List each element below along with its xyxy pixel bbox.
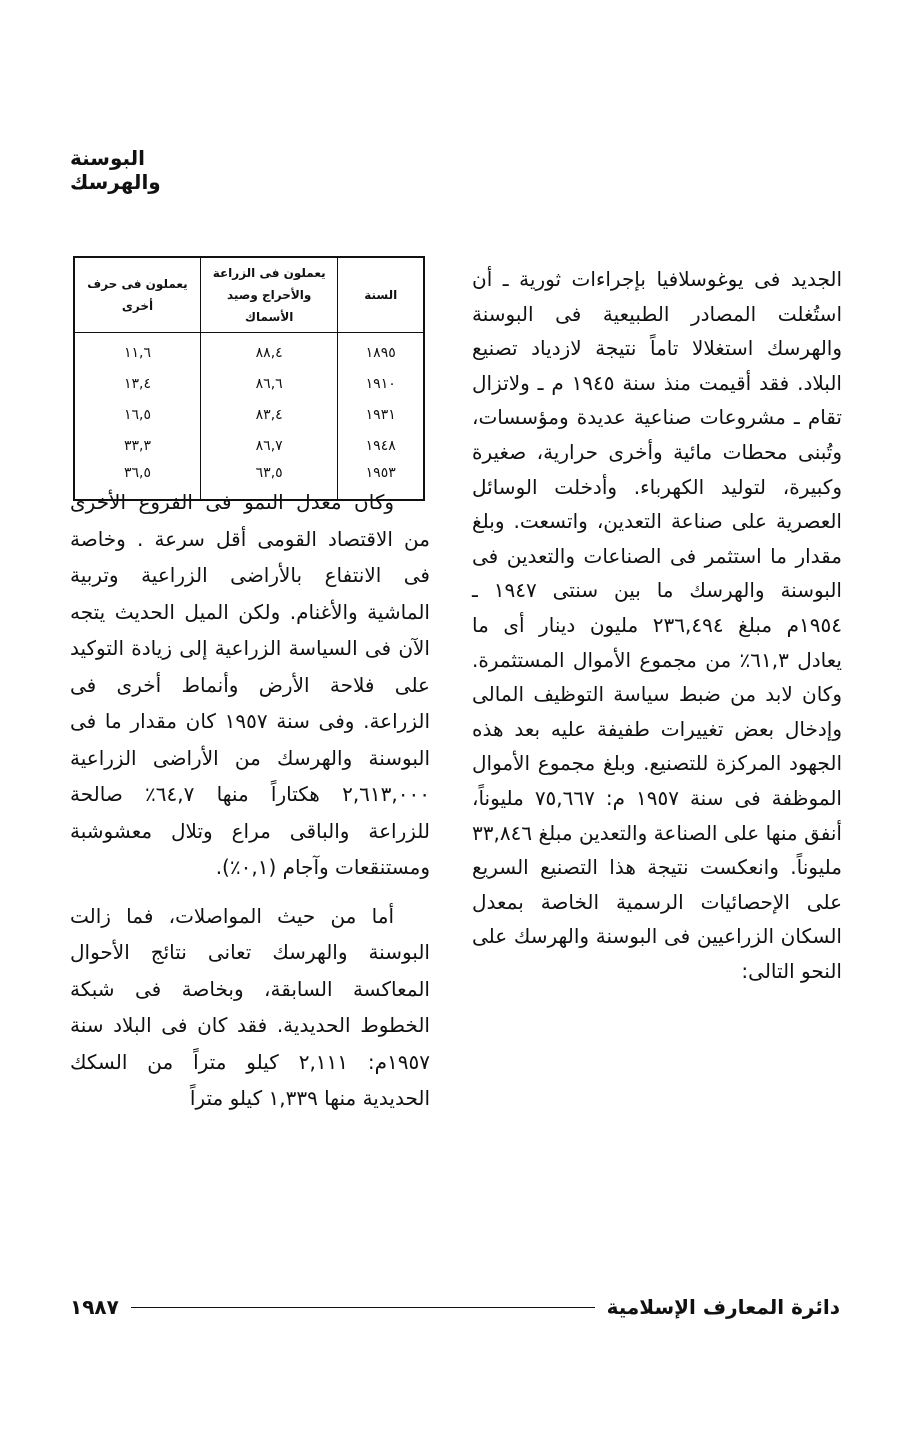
cell-other: ١٣,٤	[74, 368, 200, 399]
running-head: البوسنة والهرسك	[70, 146, 161, 194]
cell-year: ١٩٣١	[338, 399, 424, 430]
cell-year: ١٩٤٨	[338, 430, 424, 461]
paragraph-transport: أما من حيث المواصلات، فما زالت البوسنة والهرسك تعانى نتائج الأحوال المعاكسة السابقة، وبخاصة فى شبكة الخطوط الحديدية. فقد كان فى البلاد سنة ١٩٥٧م: ٢,١١١ كيلو متراً من السكك الحديدية منها ١,٣٣٩ كيلو متراً	[70, 903, 431, 1110]
cell-year: ١٩١٠	[338, 368, 424, 399]
table-row	[74, 333, 424, 369]
cell-year: ١٨٩٥	[338, 333, 424, 369]
cell-other: ١١,٦	[74, 333, 200, 369]
cell-other: ٣٦,٥	[74, 461, 200, 500]
page-footer	[70, 1292, 840, 1322]
right-column	[472, 262, 842, 988]
page-number: ١٩٨٧	[70, 1295, 119, 1319]
table-row	[74, 368, 424, 399]
table-header-row	[74, 257, 424, 333]
header-year: السنة	[338, 257, 424, 333]
table-row	[74, 430, 424, 461]
cell-agriculture: ٨٣,٤	[200, 399, 337, 430]
footer-rule	[131, 1307, 595, 1308]
cell-agriculture: ٨٦,٧	[200, 430, 337, 461]
paragraph-growth: وكان معدل النمو فى الفروع الأخرى من الاقتصاد القومى أقل سرعة . وخاصة فى الانتفاع بالأراضى الزراعية وتربية الماشية والأغنام. ولكن الميل الحديث يتجه الآن فى السياسة الزراعية إلى زيادة التوكيد على فلاحة الأرض وأنماط أخرى فى الزراعة. وفى سنة ١٩٥٧ كان مقدار ما فى البوسنة والهرسك من الأراضى الزراعية ٢,٦١٣,٠٠٠ هكتاراً منها ٦٤,٧٪ صالحة للزراعة والباقى مراع وتلال معشوشبة ومستنقعات وآجام (٠,١٪).	[70, 490, 431, 879]
header-other: يعملون فى حرف أخرى	[74, 257, 200, 333]
cell-agriculture: ٨٨,٤	[200, 333, 337, 369]
left-column	[70, 484, 430, 1117]
cell-agriculture: ٨٦,٦	[200, 368, 337, 399]
cell-other: ٣٣,٣	[74, 430, 200, 461]
cell-other: ١٦,٥	[74, 399, 200, 430]
population-table	[73, 256, 425, 501]
header-agriculture: يعملون فى الزراعة والأحراج وصيد الأسماك	[200, 257, 337, 333]
table-row	[74, 399, 424, 430]
publication-title: دائرة المعارف الإسلامية	[606, 1295, 840, 1319]
right-column-text: الجديد فى يوغوسلافيا بإجراءات ثورية ـ أن استُغلت المصادر الطبيعية فى البوسنة والهرسك استغلالا تاماً نتيجة لازدياد تصنيع البلاد. فقد أقيمت منذ سنة ١٩٤٥ م ـ ولاتزال تقام ـ مشروعات صناعية عديدة ومؤسسات، وتُبنى محطات مائية وأخرى حرارية، صغيرة وكبيرة، لتوليد الكهرباء. وأدخلت الوسائل العصرية على صناعة التعدين، واتسعت. وبلغ مقدار ما استثمر فى الصناعات والتعدين فى البوسنة والهرسك ما بين سنتى ١٩٤٧ ـ ١٩٥٤م مبلغ ٢٣٦,٤٩٤ مليون دينار أى ما يعادل ٦١,٣٪ من مجموع الأموال المستثمرة. وكان لابد من ضبط سياسة التوظيف المالى وإدخال بعض تغييرات طفيفة عليه بعد هذه الجهود المركزة للتصنيع. وبلغ مجموع الأموال الموظفة فى سنة ١٩٥٧ م: ٧٥,٦٦٧ مليوناً، أنفق منها على الصناعة والتعدين مبلغ ٣٣,٨٤٦ مليوناً. وانعكست نتيجة هذا التصنيع السريع على الإحصائيات الرسمية الخاصة بمعدل السكان الزراعيين فى البوسنة والهرسك على النحو التالى:	[472, 267, 842, 983]
cell-agriculture: ٦٣,٥	[200, 461, 337, 500]
cell-year: ١٩٥٣	[338, 461, 424, 500]
